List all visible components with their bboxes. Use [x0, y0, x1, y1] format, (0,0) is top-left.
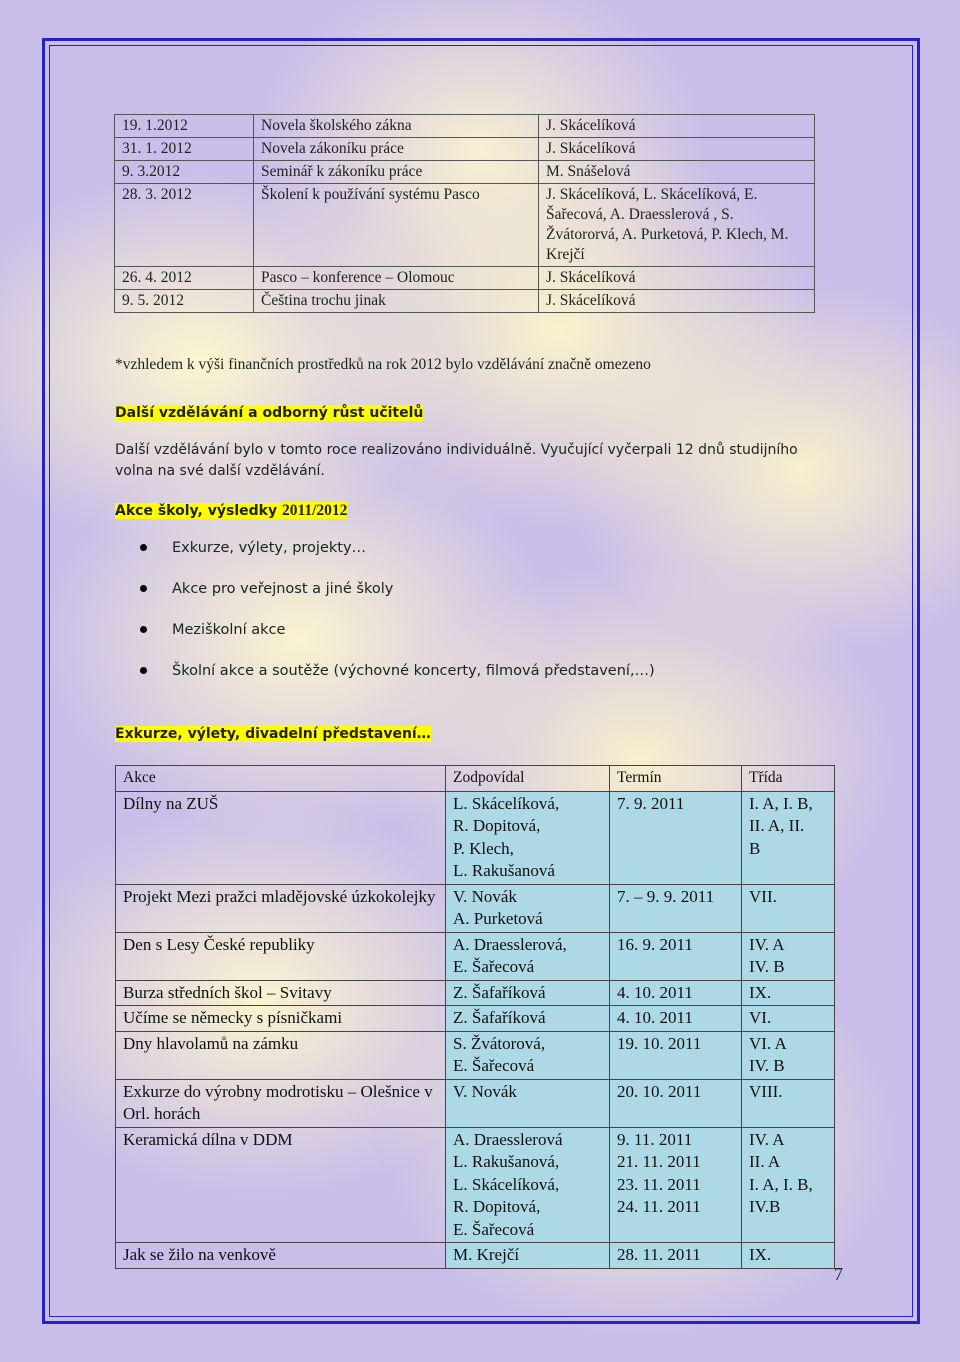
cell-trida	[742, 980, 835, 1006]
table-row	[116, 791, 835, 884]
section-heading-excursions: Exkurze, výlety, divadelní představení…	[115, 726, 431, 742]
cell-akce: Projekt Mezi pražci mladějovské úzkokolejky	[116, 884, 446, 932]
cell-line: L. Skácelíková,	[453, 793, 560, 813]
cell-line: IV. A	[749, 1129, 785, 1149]
cell-akce: Keramická dílna v DDM	[116, 1127, 446, 1243]
cell-termin	[610, 1127, 742, 1243]
column-header: Zodpovídal	[446, 766, 610, 792]
cell-akce: Jak se žilo na venkově	[116, 1243, 446, 1269]
cell-topic: Pasco – konference – Olomouc	[254, 267, 539, 290]
cell-line: E. Šařecová	[453, 1056, 535, 1075]
cell-line: P. Klech,	[453, 838, 514, 858]
table-row	[116, 884, 835, 932]
cell-zodp	[446, 791, 610, 884]
cell-trida	[742, 1243, 835, 1269]
cell-line: VI. A	[749, 1033, 787, 1053]
cell-line: I. A, I. B,	[749, 793, 813, 813]
further-education-paragraph: Další vzdělávání bylo v tomto roce realizováno individuálně. Vyučující vyčerpali 12 dnů studijního volna na své další vzdělávání.	[115, 442, 798, 479]
cell-akce: Dny hlavolamů na zámku	[116, 1031, 446, 1079]
cell-trida	[742, 932, 835, 980]
section-heading-school-events	[115, 502, 347, 520]
cell-line: M. Krejčí	[453, 1245, 520, 1264]
cell-termin	[610, 791, 742, 884]
cell-line: 9. 11. 2011	[617, 1129, 693, 1149]
cell-akce: Učíme se německy s písničkami	[116, 1006, 446, 1032]
cell-line: A. Draesslerová,	[453, 934, 567, 954]
cell-line: Z. Šafaříková	[453, 982, 546, 1002]
table-row	[116, 932, 835, 980]
cell-line: V. Novák	[453, 1081, 517, 1101]
cell-zodp	[446, 980, 610, 1006]
cell-termin	[610, 1006, 742, 1032]
cell-date: 9. 5. 2012	[115, 290, 254, 313]
column-header: Termín	[610, 766, 742, 792]
cell-people: M. Snášelová	[539, 161, 815, 184]
cell-people: J. Skácelíková, L. Skácelíková, E. Šařecová, A. Draesslerová , S. Žvátororvá, A. Purketová, P. Klech, M. Krejčí	[539, 184, 815, 267]
section-heading-further-education: Další vzdělávání a odborný růst učitelů	[115, 405, 424, 421]
bullet-text: Meziškolní akce	[172, 622, 286, 638]
column-header: Akce	[116, 766, 446, 792]
cell-line: E. Šařecová	[453, 1219, 535, 1239]
table-row	[115, 115, 815, 138]
cell-line: I. A, I. B,	[749, 1174, 813, 1194]
events-table	[115, 765, 835, 1269]
cell-line: II. A, II.	[749, 816, 805, 835]
cell-line: II. A	[749, 1152, 781, 1171]
cell-line: S. Žvátorová,	[453, 1033, 546, 1053]
table-row	[116, 1127, 835, 1243]
cell-line: Z. Šafaříková	[453, 1008, 546, 1027]
bullet-text: Školní akce a soutěže (výchovné koncerty, filmová představení,…)	[172, 663, 655, 679]
table-row	[116, 1079, 835, 1127]
list-item	[140, 538, 655, 579]
cell-line: IX.	[749, 982, 772, 1002]
cell-zodp	[446, 884, 610, 932]
list-item	[140, 661, 655, 702]
bullet-text: Akce pro veřejnost a jiné školy	[172, 581, 394, 597]
table-header-row	[116, 766, 835, 792]
cell-akce: Dílny na ZUŠ	[116, 791, 446, 884]
table-row	[116, 980, 835, 1006]
cell-line: 20. 10. 2011	[617, 1081, 702, 1101]
cell-topic: Novela zákoníku práce	[254, 138, 539, 161]
cell-line: 21. 11. 2011	[617, 1152, 701, 1171]
table-row	[115, 161, 815, 184]
bullet-icon	[140, 667, 147, 674]
bullet-text: Exkurze, výlety, projekty…	[172, 540, 367, 556]
list-item	[140, 620, 655, 661]
cell-termin	[610, 1031, 742, 1079]
funding-note: *vzhledem k výši finančních prostředků na rok 2012 bylo vzdělávání značně omezeno	[115, 356, 651, 373]
cell-termin	[610, 1079, 742, 1127]
cell-termin	[610, 932, 742, 980]
cell-zodp	[446, 1031, 610, 1079]
cell-topic: Novela školského zákna	[254, 115, 539, 138]
cell-topic: Seminář k zákoníku práce	[254, 161, 539, 184]
cell-topic: Školení k používání systému Pasco	[254, 184, 539, 267]
cell-termin	[610, 884, 742, 932]
cell-date: 31. 1. 2012	[115, 138, 254, 161]
cell-people: J. Skácelíková	[539, 290, 815, 313]
cell-akce: Burza středních škol – Svitavy	[116, 980, 446, 1006]
bullet-icon	[140, 585, 147, 592]
school-events-title: Akce školy, výsledky	[115, 503, 278, 519]
cell-line: IV.B	[749, 1197, 781, 1216]
table-row	[116, 1031, 835, 1079]
cell-date: 19. 1.2012	[115, 115, 254, 138]
cell-trida	[742, 791, 835, 884]
cell-zodp	[446, 1006, 610, 1032]
cell-line: IV. A	[749, 934, 785, 954]
cell-line: IV. B	[749, 957, 785, 976]
cell-line: E. Šařecová	[453, 957, 535, 976]
cell-line: L. Rakušanová	[453, 861, 555, 880]
cell-line: A. Purketová	[453, 909, 543, 928]
column-header: Třída	[742, 766, 835, 792]
cell-people: J. Skácelíková	[539, 115, 815, 138]
bullet-icon	[140, 626, 147, 633]
cell-line: 7. – 9. 9. 2011	[617, 886, 715, 906]
cell-trida	[742, 1006, 835, 1032]
cell-trida	[742, 1127, 835, 1243]
cell-line: 7. 9. 2011	[617, 793, 685, 813]
cell-line: 16. 9. 2011	[617, 934, 693, 954]
cell-line: L. Rakušanová,	[453, 1152, 560, 1171]
table-row	[115, 184, 815, 267]
cell-line: VII.	[749, 886, 777, 906]
cell-trida	[742, 1079, 835, 1127]
page-number: 7	[834, 1264, 843, 1284]
cell-line: R. Dopitová,	[453, 1197, 541, 1216]
table-row	[115, 267, 815, 290]
cell-termin	[610, 980, 742, 1006]
table-row	[115, 138, 815, 161]
cell-line: A. Draesslerová	[453, 1129, 563, 1149]
cell-people: J. Skácelíková	[539, 138, 815, 161]
cell-zodp	[446, 1127, 610, 1243]
cell-line: 23. 11. 2011	[617, 1174, 701, 1194]
cell-akce: Den s Lesy České republiky	[116, 932, 446, 980]
cell-line: VI.	[749, 1008, 772, 1027]
cell-line: 4. 10. 2011	[617, 982, 693, 1002]
cell-line: 24. 11. 2011	[617, 1197, 701, 1216]
cell-zodp	[446, 932, 610, 980]
table-row	[116, 1006, 835, 1032]
cell-topic: Čeština trochu jinak	[254, 290, 539, 313]
cell-people: J. Skácelíková	[539, 267, 815, 290]
cell-line: 19. 10. 2011	[617, 1033, 702, 1053]
cell-line: V. Novák	[453, 886, 517, 906]
cell-date: 26. 4. 2012	[115, 267, 254, 290]
cell-akce: Exkurze do výrobny modrotisku – Olešnice v Orl. horách	[116, 1079, 446, 1127]
cell-line: IV. B	[749, 1056, 785, 1075]
training-table	[114, 114, 815, 313]
bullet-icon	[140, 544, 147, 551]
cell-line: VIII.	[749, 1081, 783, 1101]
cell-line: B	[749, 838, 761, 858]
table-row	[116, 1243, 835, 1269]
cell-line: 4. 10. 2011	[617, 1008, 693, 1027]
school-year: 2011/2012	[281, 502, 348, 519]
list-item	[140, 579, 655, 620]
cell-date: 28. 3. 2012	[115, 184, 254, 267]
cell-termin	[610, 1243, 742, 1269]
cell-trida	[742, 884, 835, 932]
cell-zodp	[446, 1079, 610, 1127]
cell-trida	[742, 1031, 835, 1079]
cell-date: 9. 3.2012	[115, 161, 254, 184]
cell-line: 28. 11. 2011	[617, 1245, 701, 1264]
cell-line: IX.	[749, 1245, 772, 1264]
table-row	[115, 290, 815, 313]
cell-zodp	[446, 1243, 610, 1269]
cell-line: R. Dopitová,	[453, 816, 541, 835]
events-bullet-list	[140, 538, 655, 702]
cell-line: L. Skácelíková,	[453, 1174, 560, 1194]
